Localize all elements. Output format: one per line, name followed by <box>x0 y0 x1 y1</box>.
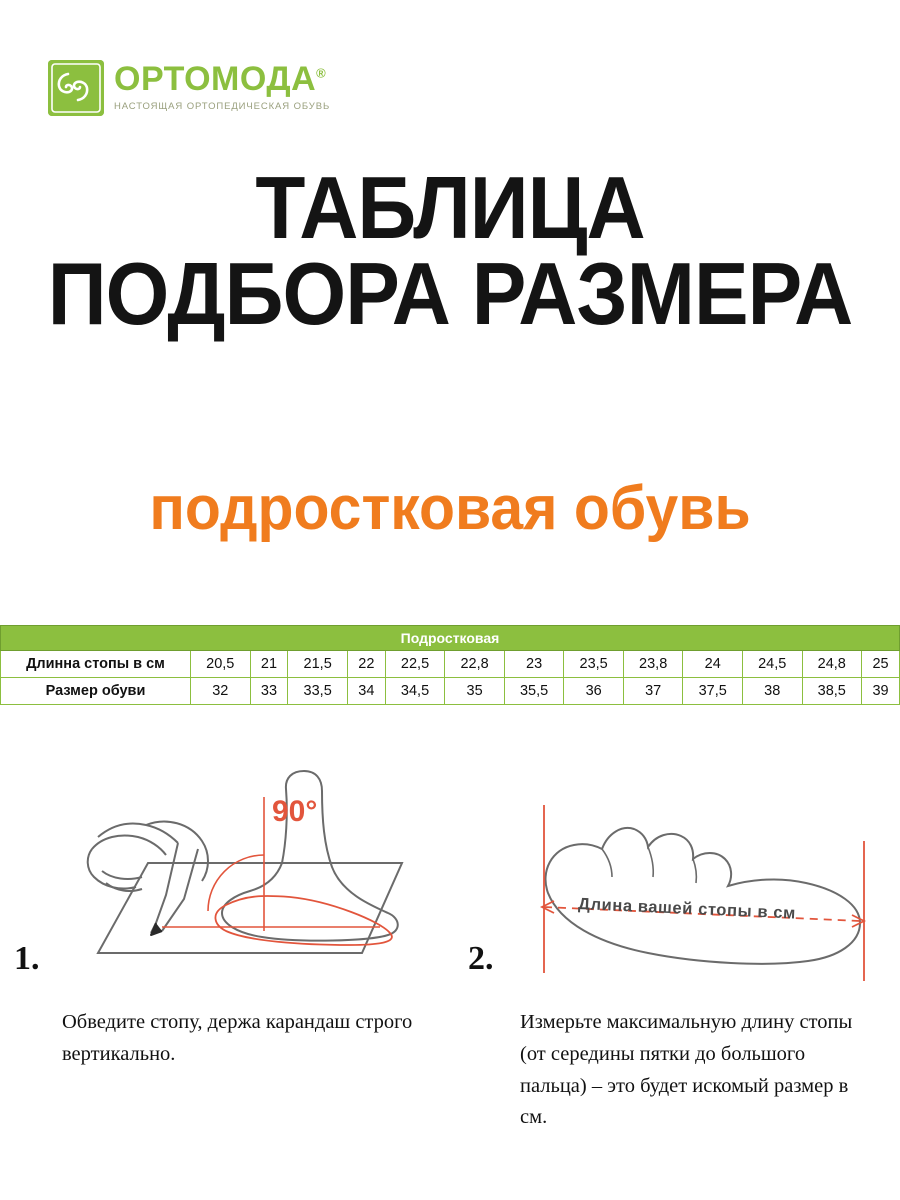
cell-foot-length: 20,5 <box>191 651 251 678</box>
cell-shoe-size: 33,5 <box>288 678 348 705</box>
cell-foot-length: 23 <box>504 651 564 678</box>
page-title <box>32 158 869 344</box>
brand-name: ОРТОМОДА® <box>114 60 327 98</box>
cell-foot-length: 23,8 <box>623 651 683 678</box>
page-subtitle: подростковая обувь <box>149 474 751 543</box>
cell-shoe-size: 37,5 <box>683 678 743 705</box>
brand-tagline: НАСТОЯЩАЯ ОРТОПЕДИЧЕСКАЯ ОБУВЬ <box>114 101 331 112</box>
cell-foot-length: 25 <box>862 651 900 678</box>
brand-logo <box>48 60 330 116</box>
ortopedic-foot-logo-icon <box>48 60 104 116</box>
svg-text:Длина вашей стопы в см: Длина вашей стопы в см <box>577 895 797 923</box>
cell-shoe-size: 35 <box>445 678 505 705</box>
cell-foot-length: 24,5 <box>742 651 802 678</box>
row-header-shoe-size: Размер обуви <box>1 678 191 705</box>
step-number: 1. <box>14 940 40 977</box>
size-chart-table <box>0 625 900 705</box>
page-title-line-1: ТАБЛИЦА <box>255 158 645 257</box>
cell-shoe-size: 33 <box>250 678 288 705</box>
svg-text:90°: 90° <box>272 795 318 828</box>
cell-shoe-size: 38 <box>742 678 802 705</box>
cell-foot-length: 23,5 <box>564 651 624 678</box>
cell-foot-length: 21 <box>250 651 288 678</box>
cell-shoe-size: 34 <box>347 678 385 705</box>
cell-foot-length: 24 <box>683 651 743 678</box>
cell-shoe-size: 35,5 <box>504 678 564 705</box>
page-title-line-2: ПОДБОРА РАЗМЕРА <box>47 244 853 344</box>
instruction-steps <box>0 745 900 1185</box>
table-caption: Подростковая <box>1 626 900 651</box>
foot-outline-with-measure-icon <box>508 745 898 990</box>
cell-shoe-size: 37 <box>623 678 683 705</box>
cell-foot-length: 22,5 <box>385 651 445 678</box>
cell-shoe-size: 38,5 <box>802 678 862 705</box>
step-caption: Измерьте максимальную длину стопы (от середины пятки до большого пальца) – это будет искомый размер в см. <box>520 1011 853 1129</box>
registered-trademark-icon: ® <box>316 65 327 81</box>
step-number: 2. <box>468 940 494 977</box>
cell-shoe-size: 36 <box>564 678 624 705</box>
hand-tracing-foot-with-pencil-icon <box>50 745 440 990</box>
cell-foot-length: 21,5 <box>288 651 348 678</box>
cell-shoe-size: 34,5 <box>385 678 445 705</box>
cell-foot-length: 22,8 <box>445 651 505 678</box>
cell-foot-length: 24,8 <box>802 651 862 678</box>
step-caption: Обведите стопу, держа карандаш строго вертикально. <box>62 1011 413 1065</box>
table-row <box>1 651 900 678</box>
cell-foot-length: 22 <box>347 651 385 678</box>
cell-shoe-size: 32 <box>191 678 251 705</box>
row-header-foot-length: Длинна стопы в см <box>1 651 191 678</box>
table-row <box>1 678 900 705</box>
cell-shoe-size: 39 <box>862 678 900 705</box>
